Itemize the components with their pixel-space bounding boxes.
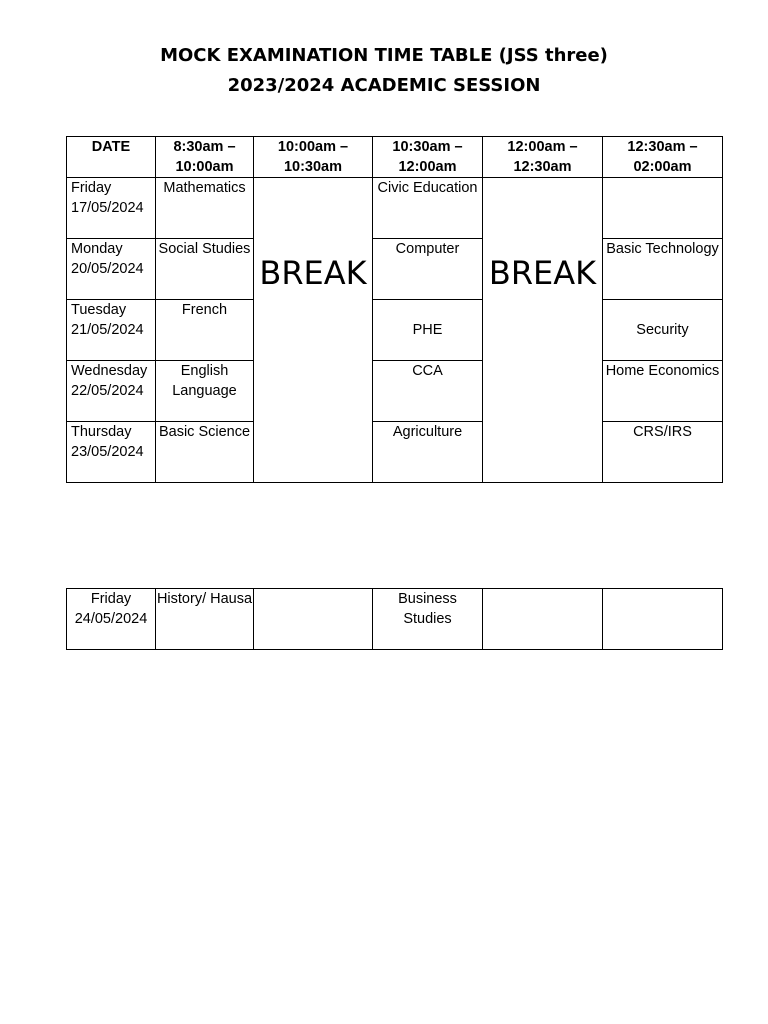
subject-cell: Computer (373, 239, 483, 300)
empty-cell (483, 589, 603, 650)
subject-cell: CCA (373, 361, 483, 422)
date-cell: Friday 24/05/2024 (67, 589, 156, 650)
subject-cell: Civic Education (373, 178, 483, 239)
table-row (67, 589, 723, 650)
subject-cell: History/ Hausa (156, 589, 254, 650)
timetable (66, 136, 723, 483)
table-row (67, 422, 723, 483)
subject-cell: Home Economics (603, 361, 723, 422)
date-cell: Tuesday 21/05/2024 (67, 300, 156, 361)
subject-cell: Basic Science (156, 422, 254, 483)
subject-cell: PHE (373, 300, 483, 361)
subject-cell: Agriculture (373, 422, 483, 483)
date-cell: Thursday 23/05/2024 (67, 422, 156, 483)
table-row (67, 239, 723, 300)
page-title: MOCK EXAMINATION TIME TABLE (JSS three) (160, 45, 608, 66)
timetable-continuation (66, 588, 723, 650)
empty-cell (254, 589, 373, 650)
date-cell: Friday 17/05/2024 (67, 178, 156, 239)
date-cell: Wednesday 22/05/2024 (67, 361, 156, 422)
table-row (67, 361, 723, 422)
col-header-break1: 10:00am – 10:30am (254, 137, 373, 178)
table-row (67, 178, 723, 239)
subject-cell (603, 589, 723, 650)
table-row (67, 300, 723, 361)
subject-cell (603, 178, 723, 239)
subject-cell: Social Studies (156, 239, 254, 300)
break-cell: BREAK (483, 178, 603, 483)
col-header-slot2: 10:30am – 12:00am (373, 137, 483, 178)
subject-cell: Security (603, 300, 723, 361)
subject-cell: English Language (156, 361, 254, 422)
break-cell: BREAK (254, 178, 373, 483)
col-header-slot3: 12:30am – 02:00am (603, 137, 723, 178)
session-subtitle: 2023/2024 ACADEMIC SESSION (227, 75, 541, 96)
subject-cell: Mathematics (156, 178, 254, 239)
subject-cell: Business Studies (373, 589, 483, 650)
header-row (67, 137, 723, 178)
subject-cell: Basic Technology (603, 239, 723, 300)
col-header-date: DATE (67, 137, 156, 178)
subject-cell: CRS/IRS (603, 422, 723, 483)
date-cell: Monday 20/05/2024 (67, 239, 156, 300)
subject-cell: French (156, 300, 254, 361)
col-header-break2: 12:00am – 12:30am (483, 137, 603, 178)
col-header-slot1: 8:30am – 10:00am (156, 137, 254, 178)
